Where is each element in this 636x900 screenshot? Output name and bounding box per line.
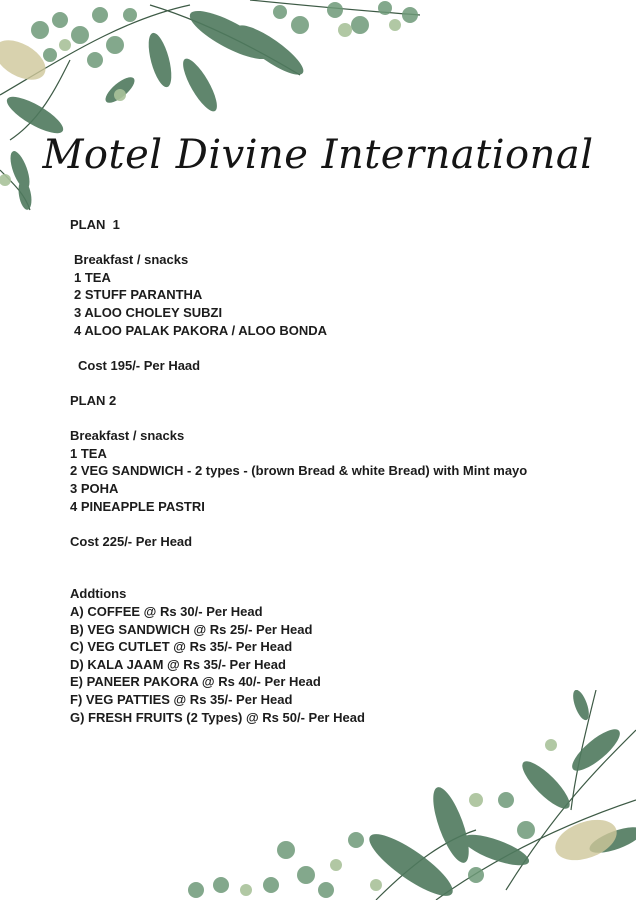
top-foliage-icon (0, 0, 440, 215)
plan1-cost: Cost 195/- Per Haad (78, 357, 201, 373)
plan1-item: 3 ALOO CHOLEY SUBZI (74, 304, 223, 320)
addition-item: G) FRESH FRUITS (2 Types) @ Rs 50/- Per Head (70, 709, 365, 725)
plan1-subheading: Breakfast / snacks (74, 252, 189, 268)
additions-heading: Addtions (70, 586, 127, 602)
plan2-heading: PLAN 2 (70, 392, 117, 408)
addition-item: E) PANEER PAKORA @ Rs 40/- Per Head (70, 674, 321, 690)
plan1-heading: PLAN 1 (70, 217, 120, 232)
plan2-item: 4 PINEAPPLE PASTRI (70, 498, 205, 514)
plan2-item: 2 VEG SANDWICH - 2 types - (brown Bread & white Bread) with Mint mayo (70, 463, 528, 479)
page-title: Motel Divine International (42, 132, 594, 178)
plan2-item: 1 TEA (70, 445, 107, 461)
addition-item: B) VEG SANDWICH @ Rs 25/- Per Head (70, 621, 313, 637)
menu-content (70, 216, 570, 726)
addition-item: D) KALA JAAM @ Rs 35/- Per Head (70, 656, 286, 672)
plan1-item: 1 TEA (74, 269, 111, 285)
addition-item: C) VEG CUTLET @ Rs 35/- Per Head (70, 639, 293, 655)
plan1-item: 2 STUFF PARANTHA (74, 287, 203, 303)
addition-item: A) COFFEE @ Rs 30/- Per Head (70, 604, 263, 620)
plan1-item: 4 ALOO PALAK PAKORA / ALOO BONDA (74, 322, 328, 338)
plan2-subheading: Breakfast / snacks (70, 428, 185, 444)
addition-item: F) VEG PATTIES @ Rs 35/- Per Head (70, 692, 293, 708)
plan2-cost: Cost 225/- Per Head (70, 533, 193, 549)
plan2-item: 3 POHA (70, 480, 119, 496)
